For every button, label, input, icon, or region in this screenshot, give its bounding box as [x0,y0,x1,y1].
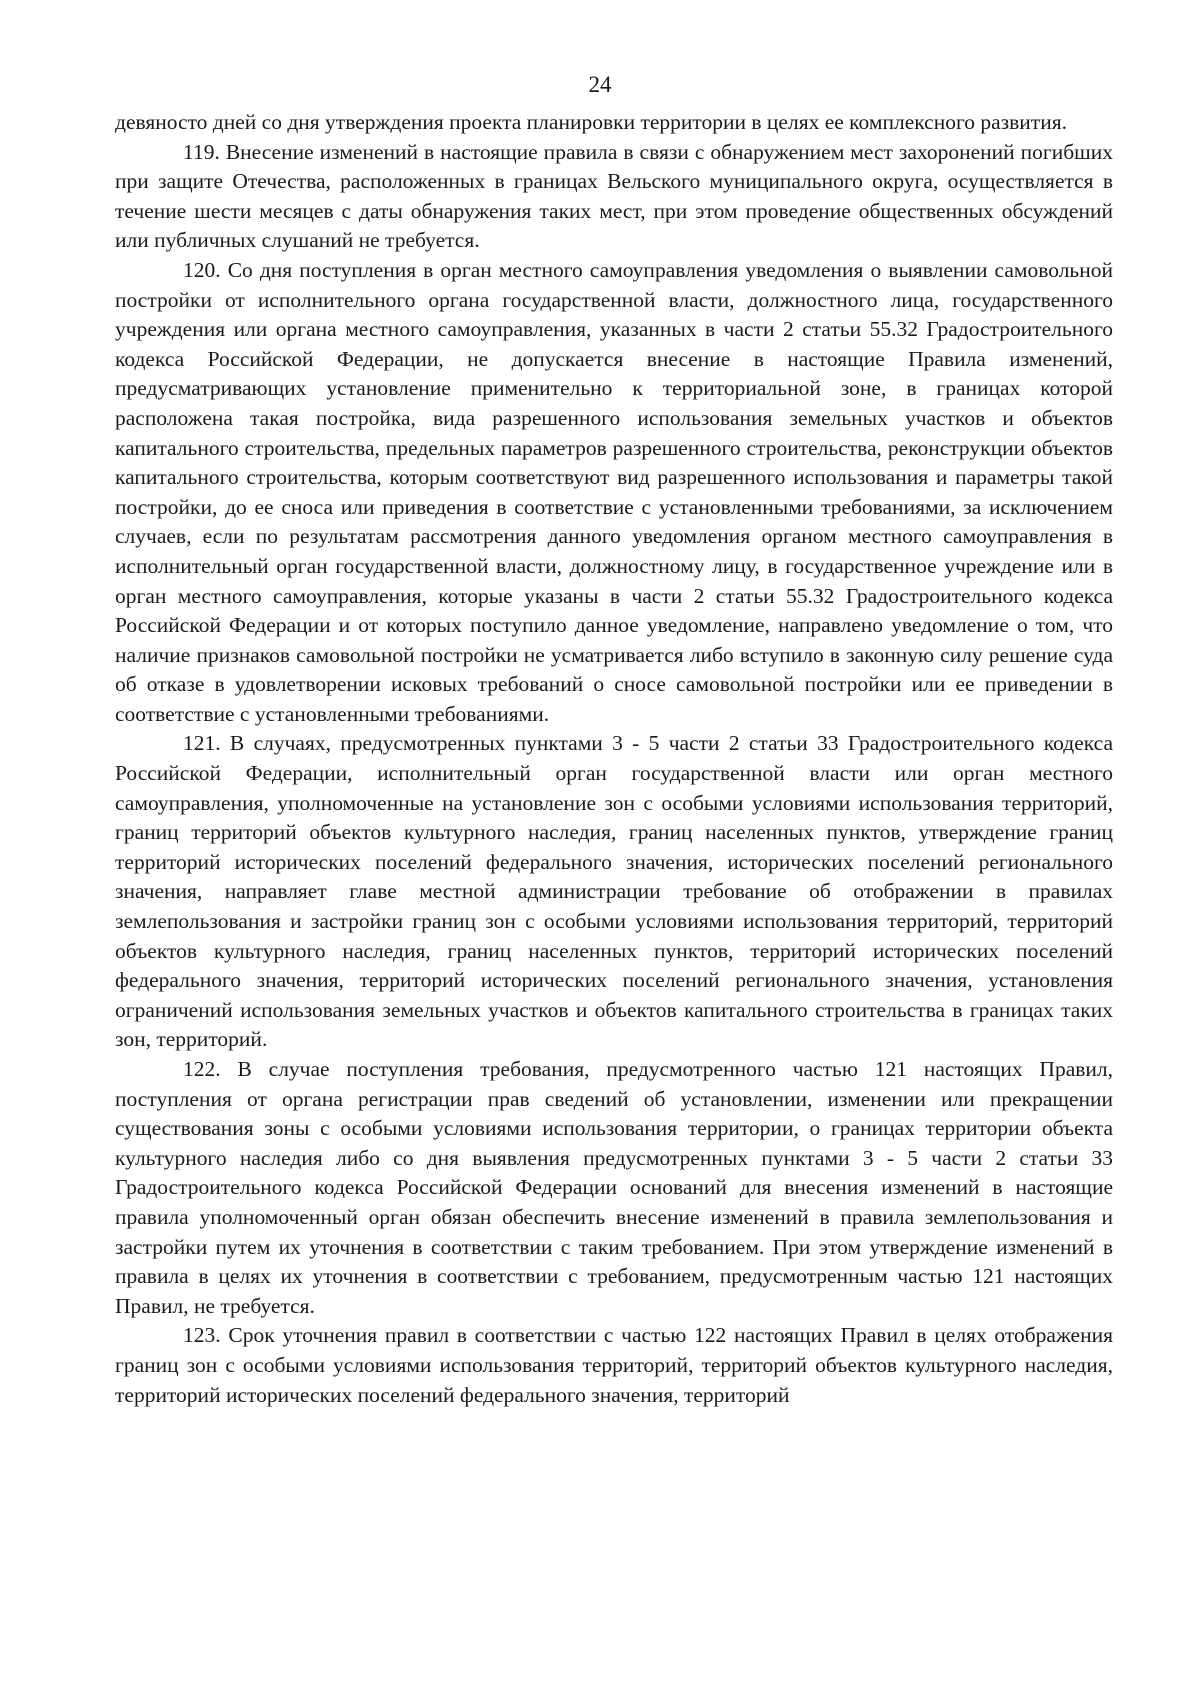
paragraph-continuation: девяносто дней со дня утверждения проекта планировки территории в целях ее комплексного развития. [115,110,1067,134]
paragraph-123: 123. Срок уточнения правил в соответствии с частью 122 настоящих Правил в целях отображения границ зон с особыми условиями использования территорий, территорий объектов культурного наследия, территорий исторических поселений федерального значения, территорий [115,1323,1113,1407]
paragraph-121: 121. В случаях, предусмотренных пунктами 3 - 5 части 2 статьи 33 Градостроительного кодекса Российской Федерации, исполнительный орган государственной власти или орган местного самоуправления, уполномоченные на установление зон с особыми условиями использования территорий, границ территорий объектов культурного наследия, границ населенных пунктов, утверждение границ территорий исторических поселений федерального значения, исторических поселений регионального значения, направляет главе местной администрации требование об отображении в правилах землепользования и застройки границ зон с особыми условиями использования территорий, территорий объектов культурного наследия, границ населенных пунктов, территорий исторических поселений федерального значения, территорий исторических поселений регионального значения, установления ограничений использования земельных участков и объектов капитального строительства в границах таких зон, территорий. [115,731,1113,1052]
paragraph-119: 119. Внесение изменений в настоящие правила в связи с обнаружением мест захоронений погибших при защите Отечества, расположенных в границах Вельского муниципального округа, осуществляется в течение шести месяцев с даты обнаружения таких мест, при этом проведение общественных обсуждений или публичных слушаний не требуется. [115,139,1113,253]
paragraph-122: 122. В случае поступления требования, предусмотренного частью 121 настоящих Правил, поступления от органа регистрации прав сведений об установлении, изменении или прекращении существования зоны с особыми условиями использования территории, о границах территории объекта культурного наследия либо со дня выявления предусмотренных пунктами 3 - 5 части 2 статьи 33 Градостроительного кодекса Российской Федерации оснований для внесения изменений в настоящие правила уполномоченный орган обязан обеспечить внесение изменений в правила землепользования и застройки путем их уточнения в соответствии с таким требованием. При этом утверждение изменений в правила в целях их уточнения в соответствии с требованием, предусмотренным частью 121 настоящих Правил, не требуется. [115,1057,1113,1318]
document-body [115,108,1113,1410]
page-number: 24 [588,72,612,97]
paragraph-120: 120. Со дня поступления в орган местного самоуправления уведомления о выявлении самовольной постройки от исполнительного органа государственной власти, должностного лица, государственного учреждения или органа местного самоуправления, указанных в части 2 статьи 55.32 Градостроительного кодекса Российской Федерации, не допускается внесение в настоящие Правила изменений, предусматривающих установление применительно к территориальной зоне, в границах которой расположена такая постройка, вида разрешенного использования земельных участков и объектов капитального строительства, предельных параметров разрешенного строительства, реконструкции объектов капитального строительства, которым соответствуют вид разрешенного использования и параметры такой постройки, до ее сноса или приведения в соответствие с установленными требованиями, за исключением случаев, если по результатам рассмотрения данного уведомления органом местного самоуправления в исполнительный орган государственной власти, должностному лицу, в государственное учреждение или в орган местного самоуправления, которые указаны в части 2 статьи 55.32 Градостроительного кодекса Российской Федерации и от которых поступило данное уведомление, направлено уведомление о том, что наличие признаков самовольной постройки не усматривается либо вступило в законную силу решение суда об отказе в удовлетворении исковых требований о сносе самовольной постройки или ее приведении в соответствие с установленными требованиями. [115,257,1113,726]
